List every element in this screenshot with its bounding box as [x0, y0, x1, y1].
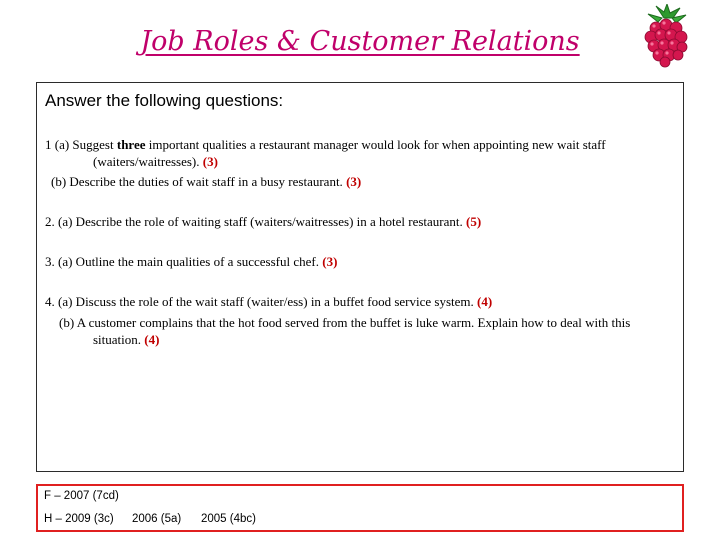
raspberry-icon	[634, 4, 698, 68]
reference-2006: 2006 (5a)	[132, 513, 182, 525]
question-4b-continued	[93, 331, 159, 348]
question-1b	[51, 173, 361, 190]
page-title	[0, 24, 720, 60]
question-3a-text: 3. (a) Outline the main qualities of a successful chef.	[45, 254, 319, 269]
question-4b-cont-text: situation.	[93, 332, 142, 347]
reference-2005: 2005 (4bc)	[201, 513, 256, 525]
question-2a-marks: (5)	[466, 214, 482, 229]
question-2a	[45, 213, 481, 230]
question-1a-text: important qualities a restaurant manager would look for when appointing new wait staff	[145, 137, 606, 152]
question-1a-marks: (3)	[202, 154, 218, 169]
question-1a	[45, 136, 606, 153]
question-1a-prefix: 1 (a) Suggest	[45, 137, 117, 152]
question-4a-text: 4. (a) Discuss the role of the wait staff (waiter/ess) in a buffet food service system.	[45, 294, 474, 309]
question-3a	[45, 253, 337, 270]
instructions-heading: Answer the following questions:	[45, 91, 284, 110]
exam-references-box	[36, 484, 684, 532]
page-title-text: Job Roles & Customer Relations	[140, 26, 580, 57]
question-4b	[59, 314, 630, 331]
question-4b-text: (b) A customer complains that the hot food served from the buffet is luke warm. Explain how to deal with this	[59, 315, 631, 330]
question-4b-marks: (4)	[144, 332, 160, 347]
reference-foundation: F – 2007 (7cd)	[44, 490, 119, 502]
question-3a-marks: (3)	[322, 254, 338, 269]
question-1b-text: (b) Describe the duties of wait staff in a busy restaurant.	[51, 174, 343, 189]
reference-higher-2009: H – 2009 (3c)	[44, 513, 114, 525]
question-4a	[45, 293, 492, 310]
question-1a-emphasis: three	[116, 137, 146, 152]
question-1a-continued	[93, 153, 218, 170]
question-1b-marks: (3)	[346, 174, 362, 189]
question-2a-text: 2. (a) Describe the role of waiting staff (waiters/waitresses) in a hotel restaurant.	[45, 214, 463, 229]
question-4a-marks: (4)	[477, 294, 493, 309]
question-1a-cont-text: (waiters/waitresses).	[93, 154, 200, 169]
questions-box	[36, 82, 684, 472]
